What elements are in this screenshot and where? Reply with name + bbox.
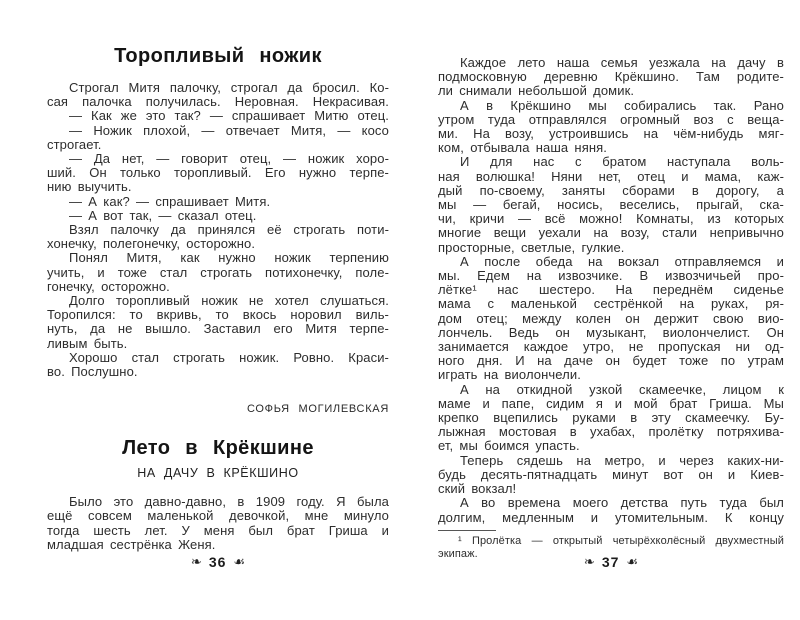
footnote-line: ¹ Пролётка — открытый четырёхколёсный двухместный	[458, 534, 784, 547]
text-line: Взял палочку да принялся её строгать поти-	[69, 222, 389, 238]
text-line: будь десять-пятнадцать минут вот он и Киев-	[438, 466, 784, 482]
text-line: — Как же это так? — спрашивает Митю отец.	[69, 108, 389, 124]
text-line: А на откидной узкой скамеечке, лицом к	[460, 381, 784, 397]
text-line: лыжная мостовая в ухабах, пролётку потряхива-	[438, 424, 784, 440]
text-line: — А вот так, — сказал отец.	[69, 207, 257, 223]
text-line: утром туда отправлялся огромный воз с веща-	[438, 111, 784, 127]
text-line: А во времена моего детства путь туда был	[460, 495, 784, 511]
text-line: учить, и тоже стал строгать потихонечку, поле-	[47, 264, 389, 280]
text-line: хонечку, полегонечку, осторожно.	[47, 236, 256, 252]
text-line: Было это давно-давно, в 1909 году. Я была	[69, 494, 389, 510]
text-line: мы — бегай, носись, веселись, прыгай, ска-	[438, 197, 784, 213]
footnote-line: экипаж.	[438, 548, 478, 561]
text-line: ная волюшка! Няни нет, отец и мама, каж-	[438, 168, 784, 184]
text-line: Торопился: то вкривь, то вкось норовил виль-	[47, 307, 389, 323]
text-line: нуть, да не вышло. Заставил его Митя терпе-	[47, 321, 389, 337]
story-title: Торопливый ножик	[114, 45, 322, 67]
page-right-content	[438, 0, 784, 562]
page-number-row	[438, 554, 784, 571]
text-line: ком, отбывала наша няня.	[438, 140, 607, 156]
text-line: — А как? — спрашивает Митя.	[69, 193, 271, 209]
text-line: ного дня. И на даче он будет тоже по утрам	[438, 353, 784, 369]
text-line: Понял Митя, как нужно ножик терпению	[69, 250, 389, 266]
author-name: СОФЬЯ МОГИЛЕВСКАЯ	[247, 403, 389, 416]
text-line: просторные, светлые, гулкие.	[438, 239, 625, 255]
text-line: многие вещи уехали на возу, стали непривычно	[438, 225, 784, 241]
text-line: Теперь сядешь на метро, и через каких-ни-	[460, 452, 784, 468]
text-line: — Ножик плохой, — отвечает Митя, — косо	[69, 122, 389, 138]
text-line: нию выучить.	[47, 179, 132, 195]
floral-ornament-right-icon: ☙	[233, 554, 246, 569]
page-left-content	[47, 0, 389, 552]
text-line: Строгал Митя палочку, строгал да бросил. Ко-	[69, 80, 389, 95]
book-page-right	[438, 0, 784, 620]
text-line: занимается каждое утро, не пропуская ни од-	[438, 339, 784, 355]
text-line: маме и папе, сидим я и мой брат Гриша. Мы	[438, 395, 784, 411]
text-line: мы. Едем на извозчике. В извозчичьей про-	[438, 268, 784, 284]
text-line: играть на виолончели.	[438, 367, 581, 383]
text-line: долгим, медленным и утомительным. К концу	[438, 509, 784, 525]
text-line: лончель. Ведь он музыкант, виолончелист. Он	[438, 324, 784, 340]
page-number-row	[47, 554, 389, 571]
text-line: А после обеда на вокзал отправляемся и	[460, 253, 784, 269]
text-line: А в Крёкшино мы собирались так. Рано	[460, 97, 784, 113]
text-line: младшая сестрёнка Женя.	[47, 536, 216, 552]
text-line: гонечку, осторожно.	[47, 278, 170, 294]
floral-ornament-left-icon: ❧	[583, 554, 595, 569]
page-number: 37	[601, 554, 620, 570]
text-line: во. Послушно.	[47, 364, 138, 380]
text-line: ливым быть.	[47, 335, 128, 351]
text-line: дом отец; между колен он держит свою вио-	[438, 310, 784, 326]
text-line: строгает.	[47, 136, 102, 152]
text-line: лётке¹ нас шестеро. На переднём сиденье	[438, 282, 784, 298]
text-line: сая палочка получилась. Неровная. Некрасивая.	[47, 94, 389, 110]
text-line: — Да нет, — говорит отец, — ножик хоро-	[69, 151, 389, 167]
page-number: 36	[208, 554, 227, 570]
text-line: ми. На возу, устроившись на чём-нибудь мяг-	[438, 126, 784, 142]
book-page-left	[47, 0, 389, 620]
chapter-subtitle: НА ДАЧУ В КРЁКШИНО	[137, 466, 299, 481]
text-line: крепко вцепились руками в эту скамеечку. Бу-	[438, 410, 784, 426]
footnote-separator	[438, 530, 496, 531]
text-line: тогда шесть лет. У меня был брат Гриша и	[47, 522, 389, 538]
text-line: Каждое лето наша семья уезжала на дачу в	[460, 55, 784, 70]
text-line: ет, мы боимся упасть.	[438, 438, 580, 454]
text-line: дый по-своему, заняты сборами в дорогу, а	[438, 182, 784, 198]
text-line: чи, кричи — всё можно! Комнаты, из которых	[438, 211, 784, 227]
text-line: мама с маленькой сестрёнкой на руках, ря-	[438, 296, 784, 312]
story-title: Лето в Крёкшине	[122, 437, 314, 460]
text-line: ещё совсем маленькой девочкой, мне минуло	[47, 508, 389, 524]
text-line: ший. Он только торопливый. Его нужно терпе-	[47, 165, 389, 181]
floral-ornament-right-icon: ☙	[626, 554, 639, 569]
text-line: Долго торопливый ножик не хотел слушаться.	[69, 293, 389, 309]
text-line: ли снимали небольшой домик.	[438, 83, 635, 99]
text-line: Хорошо стал строгать ножик. Ровно. Краси-	[69, 349, 389, 365]
floral-ornament-left-icon: ❧	[190, 554, 202, 569]
text-line: И для нас с братом наступала воль-	[460, 154, 784, 170]
text-line: подмосковную деревню Крёкшино. Там родите-	[438, 69, 784, 85]
text-line: ский вокзал!	[438, 481, 517, 497]
